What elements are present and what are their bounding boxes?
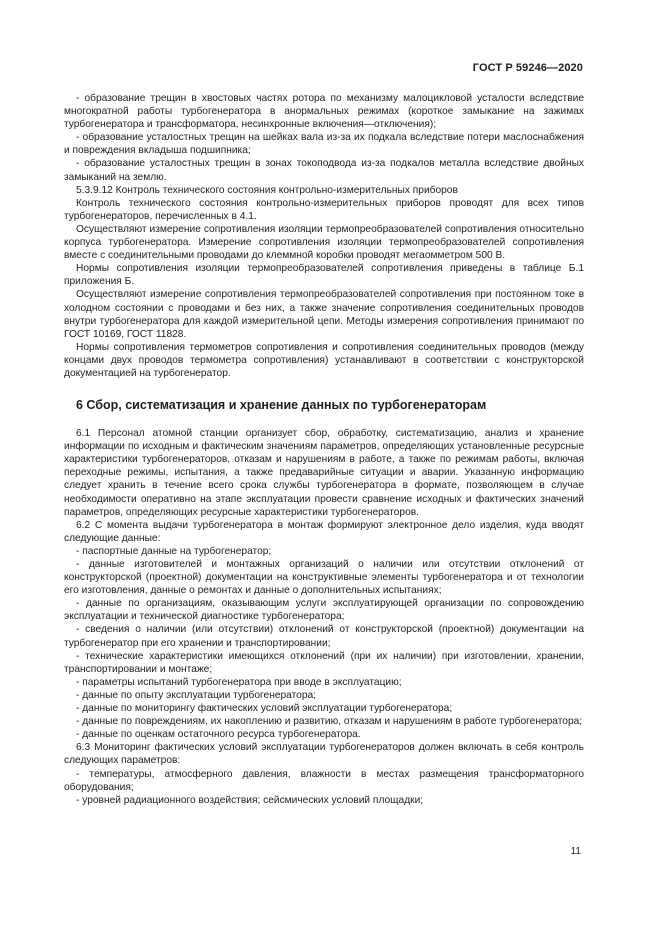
paragraph: 6.3 Мониторинг фактических условий эксплуатации турбогенераторов должен включать в себя контроль следующих параметров: [64, 742, 584, 767]
paragraph: 6.1 Персонал атомной станции организует сбор, обработку, систематизацию, анализ и хранение информации по исходным и фактическим значениям параметров, определяющих установленные ресурсные характеристики турбогенераторов, отказам и нарушениям в работе, а также по режимам работы, включая переходные режимы, испытания, а также предаварийные ситуации и аварии. Указанную информацию следует хранить в течение всего срока службы турбогенератора в формате, позволяющем в случае необходимости оперативно на этапе эксплуатации провести сравнение исходных и фактических значений параметров, определяющих ресурсные характеристики турбогенераторов. [64, 428, 584, 518]
subsection-title: 5.3.9.12 Контроль технического состояния контрольно-измерительных приборов [76, 184, 458, 196]
list-item: - технические характеристики имеющихся отклонений (при их наличии) при изготовлении, хранении, транспортировании и монтаже; [64, 650, 584, 675]
paragraph: - образование трещин в хвостовых частях ротора по механизму малоцикловой усталости вследствие многократной работы турбогенератора в анормальных режимах (короткое замыкание на зажимах турбогенератора и трансформатора, несинхронные включения—отключения); [64, 93, 584, 131]
list-item: - данные по организациям, оказывающим услуги эксплуатирующей организации по сопровождению эксплуатации и технической диагностике турбогенератора; [64, 598, 584, 623]
list-item: - температуры, атмосферного давления, влажности в местах размещения трансформаторного оборудования; [64, 768, 584, 793]
standard-designation: ГОСТ Р 59246—2020 [472, 62, 583, 74]
paragraph: 6.2 С момента выдачи турбогенератора в монтаж формируют электронное дело изделия, куда вводят следующие данные: [64, 519, 584, 544]
list-item: - паспортные данные на турбогенератор; [76, 545, 272, 557]
list-item: - уровней радиационного воздействия; сейсмических условий площадки; [76, 794, 424, 806]
list-item: - данные по опыту эксплуатации турбогенератора; [76, 689, 316, 701]
list-item: - данные по мониторингу фактических условий эксплуатации турбогенератора; [76, 703, 453, 715]
paragraph: Контроль технического состояния контрольно-измерительных приборов проводят для всех типов турбогенераторов, перечисленных в 4.1. [64, 197, 584, 222]
section-heading: 6 Сбор, систематизация и хранение данных по турбогенераторам [76, 398, 487, 413]
page-number: 11 [570, 846, 581, 857]
list-item: - параметры испытаний турбогенератора при вводе в эксплуатацию; [76, 676, 402, 688]
list-item: - данные изготовителей и монтажных организаций о наличии или отсутствии отклонений от конструкторской (проектной) документации на конструктивные элементы турбогенератора и от технологии его изготовления, данные о ремонтах и данные о дополнительных испытаниях; [64, 559, 584, 597]
list-item: - данные по повреждениям, их накоплению и развитию, отказам и нарушениям в работе турбогенератора; [76, 716, 583, 728]
list-item: - данные по оценкам остаточного ресурса турбогенератора. [76, 729, 361, 741]
paragraph: - образование усталостных трещин в зонах токоподвода из-за подкалов металла вследствие двойных замыканий на землю. [64, 158, 584, 183]
paragraph: Осуществляют измерение сопротивления изоляции термопреобразователей сопротивления относительно корпуса турбогенератора. Измерение сопротивления изоляции термопреобразователей сопротивления вместе с соединительными проводами до клеммной коробки проводят мегаомметром 500 В. [64, 223, 584, 262]
paragraph: - образование усталостных трещин на шейках вала из-за их подкала вследствие потери маслоснабжения и повреждения вкладыша подшипника; [64, 132, 584, 157]
paragraph: Нормы сопротивления изоляции термопреобразователей сопротивления приведены в таблице Б.1 приложения Б. [64, 263, 584, 288]
paragraph: Нормы сопротивления термометров сопротивления и сопротивления соединительных проводов (между концами двух проводов термометра сопротивления) устанавливают в соответствии с конструкторской документацией на турбогенератор. [64, 341, 584, 379]
list-item: - сведения о наличии (или отсутствии) отклонений от конструкторской (проектной) документации на турбогенератор при его хранении и транспортировании; [64, 624, 584, 649]
page-content [64, 92, 584, 807]
paragraph: Осуществляют измерение сопротивления термопреобразователей сопротивления при постоянном токе в холодном состоянии с проводами и без них, а также значение сопротивления соединительных проводов внутри турбогенератора для каждой измерительной цепи. Методы измерения сопротивления принимают по ГОСТ 10169, ГОСТ 11828. [64, 289, 584, 340]
